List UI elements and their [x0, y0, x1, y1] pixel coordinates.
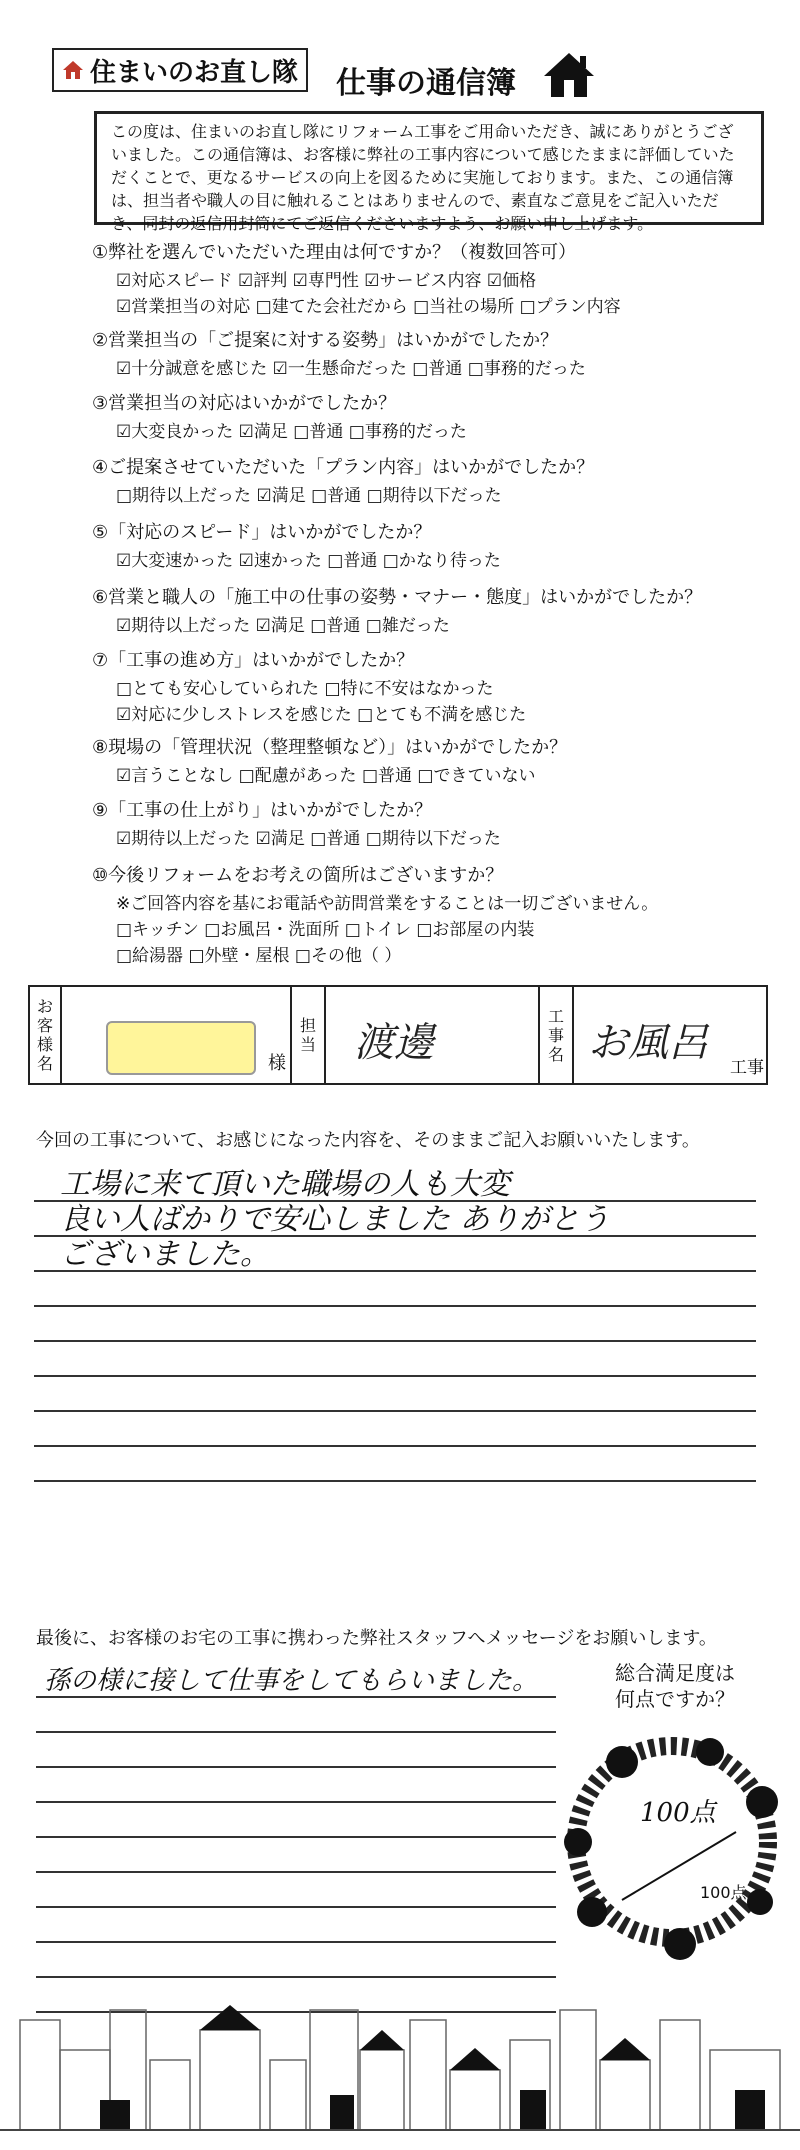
company-logo: [52, 48, 308, 92]
question-7: [92, 650, 772, 726]
redacted-name: [106, 1021, 256, 1075]
question-title: ⑧現場の「管理状況（整理整頓など）」はいかがでしたか？: [92, 737, 568, 758]
question-options: □キッチン □お風呂・洗面所 □トイレ □お部屋の内装: [116, 920, 535, 940]
impression-line-2: 良い人ばかりで安心しました ありがとう: [60, 1202, 610, 1237]
customer-suffix: 様: [268, 1053, 286, 1074]
question-10: [92, 865, 772, 967]
staff-name: 渡邊: [354, 1020, 434, 1066]
wreath-graphic: [552, 1722, 792, 1962]
question-options: ☑対応スピード ☑評判 ☑専門性 ☑サービス内容 ☑価格: [116, 271, 537, 291]
question-title: ⑦「工事の進め方」はいかがでしたか？: [92, 650, 415, 671]
staff-cell: [326, 987, 540, 1083]
message-line-1: 孫の様に接して仕事をしてもらいました。: [44, 1666, 539, 1696]
question-3: [92, 393, 772, 443]
message-prompt: 最後に、お客様のお宅の工事に携わった弊社スタッフへメッセージをお願いします。: [36, 1628, 717, 1649]
question-2: [92, 330, 772, 380]
question-options: ☑対応に少しストレスを感じた □とても不満を感じた: [116, 705, 527, 725]
message-lines: [36, 1663, 556, 2013]
home-icon: [542, 50, 596, 100]
satisfaction-max: 100点: [700, 1883, 747, 1902]
page-title: 仕事の通信簿: [336, 66, 516, 101]
town-skyline-decoration: [0, 1990, 800, 2140]
question-1: [92, 242, 772, 318]
question-title: ⑥営業と職人の「施工中の仕事の姿勢・マナー・態度」はいかがでしたか？: [92, 587, 703, 608]
question-9: [92, 800, 772, 850]
question-8: [92, 737, 772, 787]
work-label: 工 事 名: [540, 987, 574, 1083]
intro-text: この度は、住まいのお直し隊にリフォーム工事をご用命いただき、誠にありがとうございました。この通信簿は、お客様に弊社の工事内容について感じたままに評価していただくことで、更なるサービスの向上を図るために実施しております。また、この通信簿は、担当者や職人の目に触れることはありませんので、素直なご意見をご記入いただき、同封の返信用封筒にてご返信くださいますよう、お願い申し上げます。: [94, 111, 764, 225]
question-options: ※ご回答内容を基にお電話や訪問営業をすることは一切ございません。: [116, 894, 659, 914]
staff-label: 担 当: [292, 987, 326, 1083]
customer-label: お 客 様 名: [30, 987, 62, 1083]
question-title: ①弊社を選んでいただいた理由は何ですか？（複数回答可）: [92, 242, 577, 263]
question-6: [92, 587, 772, 637]
satisfaction-title-line: 何点ですか？: [615, 1687, 735, 1711]
satisfaction-title: [580, 1660, 770, 1712]
question-title: ④ご提案させていただいた「プラン内容」はいかがでしたか？: [92, 457, 595, 478]
question-5: [92, 522, 772, 572]
question-options: ☑大変速かった ☑速かった □普通 □かなり待った: [116, 551, 501, 571]
question-title: ③営業担当の対応はいかがでしたか？: [92, 393, 397, 414]
satisfaction-title-line: 総合満足度は: [615, 1661, 735, 1685]
question-options: □とても安心していられた □特に不安はなかった: [116, 679, 494, 699]
question-options: ☑言うことなし □配慮があった □普通 □できていない: [116, 766, 536, 786]
question-title: ②営業担当の「ご提案に対する姿勢」はいかがでしたか？: [92, 330, 559, 351]
work-cell: [574, 987, 766, 1083]
work-name: お風呂: [588, 1020, 708, 1066]
impression-line-1: 工場に来て頂いた職場の人も大変: [60, 1167, 510, 1202]
question-options: ☑営業担当の対応 □建てた会社だから □当社の場所 □プラン内容: [116, 297, 621, 317]
question-options: □期待以上だった ☑満足 □普通 □期待以下だった: [116, 486, 502, 506]
question-4: [92, 457, 772, 507]
question-options: ☑十分誠意を感じた ☑一生懸命だった □普通 □事務的だった: [116, 359, 586, 379]
logo-text: 住まいのお直し隊: [90, 57, 299, 88]
question-options: ☑大変良かった ☑満足 □普通 □事務的だった: [116, 422, 467, 442]
question-title: ⑩今後リフォームをお考えの箇所はございますか？: [92, 865, 504, 886]
satisfaction-score: 100点: [640, 1798, 716, 1828]
question-title: ⑨「工事の仕上がり」はいかがでしたか？: [92, 800, 433, 821]
customer-name-cell: [62, 987, 292, 1083]
house-icon: [62, 59, 84, 81]
question-title: ⑤「対応のスピード」はいかがでしたか？: [92, 522, 432, 543]
work-suffix: 工事: [730, 1058, 764, 1078]
customer-info-box: [28, 985, 768, 1085]
question-options: □給湯器 □外壁・屋根 □その他（ ）: [116, 946, 402, 966]
impression-prompt: 今回の工事について、お感じになった内容を、そのままご記入お願いいたします。: [36, 1130, 700, 1151]
impression-line-3: ございました。: [60, 1237, 270, 1272]
question-options: ☑期待以上だった ☑満足 □普通 □期待以下だった: [116, 829, 501, 849]
question-options: ☑期待以上だった ☑満足 □普通 □雑だった: [116, 616, 450, 636]
